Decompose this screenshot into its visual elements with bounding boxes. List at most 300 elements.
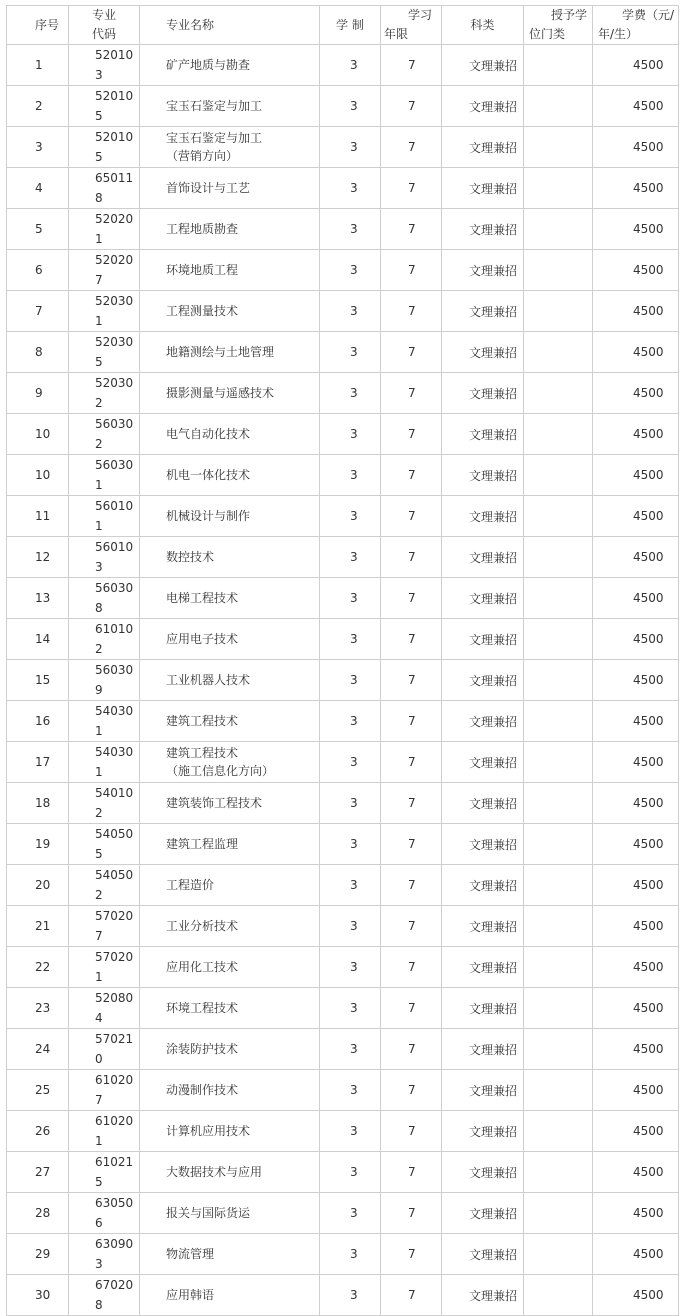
cell-code-line2: 5 xyxy=(95,847,103,861)
cell-name xyxy=(140,1234,320,1275)
cell-code-line2: 1 xyxy=(95,519,103,533)
cell-name xyxy=(140,1070,320,1111)
cell-no: 10 xyxy=(7,414,69,455)
cell-fee: 4500 xyxy=(593,86,679,127)
cell-code-line2: 7 xyxy=(95,929,103,943)
cell-code-line1: 56010 xyxy=(95,540,134,554)
cell-code-line1: 65011 xyxy=(95,171,134,185)
header-fee-line1: 学费（元/ xyxy=(622,8,675,22)
header-years: 学 制 xyxy=(320,6,381,45)
cell-category: 文理兼招 xyxy=(442,1070,524,1111)
cell-code xyxy=(69,701,140,742)
cell-category: 文理兼招 xyxy=(442,1029,524,1070)
cell-study-years: 7 xyxy=(381,537,442,578)
cell-code-line1: 52010 xyxy=(95,89,134,103)
cell-code-line2: 9 xyxy=(95,683,103,697)
cell-code xyxy=(69,1111,140,1152)
cell-name xyxy=(140,291,320,332)
cell-name-line1: 机械设计与制作 xyxy=(166,509,251,523)
cell-name-line1: 应用化工技术 xyxy=(166,960,239,974)
cell-study-years: 7 xyxy=(381,1234,442,1275)
cell-category: 文理兼招 xyxy=(442,619,524,660)
table-row xyxy=(7,1029,679,1070)
cell-code-line1: 54010 xyxy=(95,786,134,800)
cell-category: 文理兼招 xyxy=(442,578,524,619)
cell-code xyxy=(69,291,140,332)
header-study-line2: 年限 xyxy=(384,27,409,41)
cell-fee: 4500 xyxy=(593,865,679,906)
table-row xyxy=(7,947,679,988)
cell-years: 3 xyxy=(320,496,381,537)
cell-code xyxy=(69,455,140,496)
cell-name xyxy=(140,455,320,496)
cell-study-years: 7 xyxy=(381,865,442,906)
cell-no: 19 xyxy=(7,824,69,865)
cell-study-years: 7 xyxy=(381,1193,442,1234)
cell-name-line1: 电气自动化技术 xyxy=(166,427,251,441)
table-row xyxy=(7,250,679,291)
cell-code-line2: 0 xyxy=(95,1052,103,1066)
cell-degree xyxy=(524,660,593,701)
table-row xyxy=(7,332,679,373)
cell-code-line1: 52010 xyxy=(95,48,134,62)
cell-fee: 4500 xyxy=(593,45,679,86)
cell-years: 3 xyxy=(320,1070,381,1111)
cell-fee: 4500 xyxy=(593,332,679,373)
cell-no: 8 xyxy=(7,332,69,373)
cell-category: 文理兼招 xyxy=(442,455,524,496)
cell-name xyxy=(140,45,320,86)
cell-code-line2: 1 xyxy=(95,970,103,984)
cell-code xyxy=(69,619,140,660)
cell-study-years: 7 xyxy=(381,414,442,455)
cell-code-line2: 2 xyxy=(95,396,103,410)
cell-category: 文理兼招 xyxy=(442,1275,524,1316)
header-degree xyxy=(524,6,593,45)
cell-fee: 4500 xyxy=(593,660,679,701)
table-row xyxy=(7,414,679,455)
cell-study-years: 7 xyxy=(381,578,442,619)
header-study xyxy=(381,6,442,45)
cell-code xyxy=(69,127,140,168)
cell-degree xyxy=(524,1193,593,1234)
cell-study-years: 7 xyxy=(381,824,442,865)
cell-code-line1: 61010 xyxy=(95,622,134,636)
table-row xyxy=(7,1070,679,1111)
cell-code-line2: 1 xyxy=(95,478,103,492)
cell-category: 文理兼招 xyxy=(442,824,524,865)
table-row xyxy=(7,906,679,947)
cell-years: 3 xyxy=(320,373,381,414)
cell-no: 29 xyxy=(7,1234,69,1275)
cell-name xyxy=(140,906,320,947)
cell-no: 16 xyxy=(7,701,69,742)
cell-code-line1: 54050 xyxy=(95,827,134,841)
cell-name-line1: 建筑工程监理 xyxy=(166,837,239,851)
cell-fee: 4500 xyxy=(593,127,679,168)
table-row xyxy=(7,1152,679,1193)
cell-name xyxy=(140,332,320,373)
cell-name-line1: 摄影测量与遥感技术 xyxy=(166,386,275,400)
cell-code xyxy=(69,947,140,988)
table-row xyxy=(7,496,679,537)
cell-years: 3 xyxy=(320,824,381,865)
header-study-line1: 学习 xyxy=(408,8,433,22)
cell-years: 3 xyxy=(320,619,381,660)
cell-code xyxy=(69,578,140,619)
cell-code xyxy=(69,373,140,414)
table-row xyxy=(7,86,679,127)
cell-no: 12 xyxy=(7,537,69,578)
cell-fee: 4500 xyxy=(593,783,679,824)
cell-code-line1: 56030 xyxy=(95,581,134,595)
cell-name xyxy=(140,742,320,783)
cell-category: 文理兼招 xyxy=(442,291,524,332)
header-no: 序号 xyxy=(7,6,69,45)
cell-study-years: 7 xyxy=(381,1275,442,1316)
cell-study-years: 7 xyxy=(381,86,442,127)
cell-fee: 4500 xyxy=(593,209,679,250)
cell-no: 18 xyxy=(7,783,69,824)
table-row xyxy=(7,619,679,660)
cell-study-years: 7 xyxy=(381,1111,442,1152)
cell-no: 21 xyxy=(7,906,69,947)
cell-degree xyxy=(524,783,593,824)
cell-category: 文理兼招 xyxy=(442,988,524,1029)
cell-code-line2: 6 xyxy=(95,1216,103,1230)
cell-degree xyxy=(524,127,593,168)
cell-years: 3 xyxy=(320,783,381,824)
cell-category: 文理兼招 xyxy=(442,209,524,250)
cell-study-years: 7 xyxy=(381,209,442,250)
cell-code-line1: 61021 xyxy=(95,1155,134,1169)
cell-category: 文理兼招 xyxy=(442,701,524,742)
cell-years: 3 xyxy=(320,701,381,742)
cell-fee: 4500 xyxy=(593,742,679,783)
cell-code xyxy=(69,1070,140,1111)
cell-name xyxy=(140,988,320,1029)
header-code-line1: 专业 xyxy=(91,8,116,22)
cell-no: 11 xyxy=(7,496,69,537)
cell-study-years: 7 xyxy=(381,701,442,742)
cell-degree xyxy=(524,168,593,209)
cell-code-line2: 3 xyxy=(95,1257,103,1271)
cell-code-line1: 52020 xyxy=(95,253,134,267)
cell-years: 3 xyxy=(320,1111,381,1152)
cell-category: 文理兼招 xyxy=(442,1193,524,1234)
cell-no: 2 xyxy=(7,86,69,127)
cell-name-line1: 报关与国际货运 xyxy=(166,1206,251,1220)
cell-years: 3 xyxy=(320,1029,381,1070)
cell-degree xyxy=(524,947,593,988)
cell-degree xyxy=(524,537,593,578)
cell-no: 27 xyxy=(7,1152,69,1193)
cell-no: 13 xyxy=(7,578,69,619)
cell-study-years: 7 xyxy=(381,619,442,660)
cell-fee: 4500 xyxy=(593,1275,679,1316)
table-row xyxy=(7,537,679,578)
cell-code xyxy=(69,250,140,291)
cell-name xyxy=(140,824,320,865)
cell-code-line1: 63090 xyxy=(95,1237,134,1251)
cell-code-line2: 1 xyxy=(95,232,103,246)
cell-code-line2: 5 xyxy=(95,355,103,369)
cell-degree xyxy=(524,865,593,906)
cell-degree xyxy=(524,619,593,660)
header-code-line2: 代码 xyxy=(91,27,116,41)
cell-name-line1: 物流管理 xyxy=(166,1247,215,1261)
header-degree-line1: 授予学 xyxy=(551,8,588,22)
cell-no: 1 xyxy=(7,45,69,86)
cell-degree xyxy=(524,86,593,127)
cell-study-years: 7 xyxy=(381,1029,442,1070)
cell-name xyxy=(140,947,320,988)
cell-name-line1: 涂装防护技术 xyxy=(166,1042,239,1056)
cell-fee: 4500 xyxy=(593,619,679,660)
cell-name xyxy=(140,168,320,209)
header-category: 科类 xyxy=(442,6,524,45)
cell-no: 23 xyxy=(7,988,69,1029)
cell-no: 4 xyxy=(7,168,69,209)
cell-years: 3 xyxy=(320,332,381,373)
cell-name-line1: 宝玉石鉴定与加工 xyxy=(166,131,263,145)
cell-name xyxy=(140,578,320,619)
cell-no: 26 xyxy=(7,1111,69,1152)
cell-code xyxy=(69,209,140,250)
cell-name-line1: 建筑工程技术 xyxy=(166,746,239,760)
cell-degree xyxy=(524,1070,593,1111)
cell-study-years: 7 xyxy=(381,783,442,824)
cell-name-line1: 工程测量技术 xyxy=(166,304,239,318)
cell-degree xyxy=(524,1029,593,1070)
cell-fee: 4500 xyxy=(593,496,679,537)
cell-degree xyxy=(524,701,593,742)
cell-name xyxy=(140,701,320,742)
cell-no: 9 xyxy=(7,373,69,414)
header-row xyxy=(7,6,679,45)
cell-fee: 4500 xyxy=(593,988,679,1029)
cell-code xyxy=(69,1275,140,1316)
cell-study-years: 7 xyxy=(381,250,442,291)
cell-name xyxy=(140,373,320,414)
cell-code-line2: 1 xyxy=(95,724,103,738)
cell-name-line1: 建筑工程技术 xyxy=(166,714,239,728)
cell-name xyxy=(140,1193,320,1234)
cell-degree xyxy=(524,1152,593,1193)
cell-category: 文理兼招 xyxy=(442,660,524,701)
cell-no: 30 xyxy=(7,1275,69,1316)
table-row xyxy=(7,865,679,906)
cell-years: 3 xyxy=(320,578,381,619)
cell-study-years: 7 xyxy=(381,947,442,988)
cell-code xyxy=(69,496,140,537)
cell-fee: 4500 xyxy=(593,250,679,291)
cell-code-line1: 57020 xyxy=(95,909,134,923)
cell-category: 文理兼招 xyxy=(442,865,524,906)
table-row xyxy=(7,578,679,619)
table-row xyxy=(7,1111,679,1152)
cell-degree xyxy=(524,1275,593,1316)
cell-category: 文理兼招 xyxy=(442,168,524,209)
cell-years: 3 xyxy=(320,414,381,455)
cell-category: 文理兼招 xyxy=(442,1152,524,1193)
cell-name-line1: 地籍测绘与土地管理 xyxy=(166,345,275,359)
cell-study-years: 7 xyxy=(381,496,442,537)
cell-name-line1: 工业机器人技术 xyxy=(166,673,251,687)
cell-name xyxy=(140,783,320,824)
cell-code-line1: 52010 xyxy=(95,130,134,144)
table-row xyxy=(7,1275,679,1316)
cell-code xyxy=(69,1029,140,1070)
cell-name-line2: （营销方向） xyxy=(166,149,239,163)
cell-category: 文理兼招 xyxy=(442,45,524,86)
cell-years: 3 xyxy=(320,988,381,1029)
cell-category: 文理兼招 xyxy=(442,1111,524,1152)
cell-name-line1: 电梯工程技术 xyxy=(166,591,239,605)
cell-code-line2: 2 xyxy=(95,806,103,820)
cell-code-line2: 5 xyxy=(95,1175,103,1189)
cell-fee: 4500 xyxy=(593,947,679,988)
cell-degree xyxy=(524,45,593,86)
cell-fee: 4500 xyxy=(593,1193,679,1234)
cell-fee: 4500 xyxy=(593,414,679,455)
cell-code-line1: 56030 xyxy=(95,458,134,472)
cell-years: 3 xyxy=(320,168,381,209)
table-row xyxy=(7,660,679,701)
cell-study-years: 7 xyxy=(381,45,442,86)
cell-years: 3 xyxy=(320,291,381,332)
header-degree-line2: 位门类 xyxy=(529,27,566,41)
cell-code xyxy=(69,660,140,701)
cell-name-line1: 数控技术 xyxy=(166,550,215,564)
cell-years: 3 xyxy=(320,1193,381,1234)
cell-degree xyxy=(524,988,593,1029)
cell-degree xyxy=(524,742,593,783)
cell-years: 3 xyxy=(320,45,381,86)
cell-code-line1: 57021 xyxy=(95,1032,134,1046)
cell-code-line2: 3 xyxy=(95,560,103,574)
cell-degree xyxy=(524,1234,593,1275)
cell-name xyxy=(140,1152,320,1193)
cell-category: 文理兼招 xyxy=(442,783,524,824)
cell-study-years: 7 xyxy=(381,1070,442,1111)
cell-degree xyxy=(524,373,593,414)
cell-code-line2: 5 xyxy=(95,150,103,164)
cell-name-line1: 首饰设计与工艺 xyxy=(166,181,251,195)
cell-code-line1: 63050 xyxy=(95,1196,134,1210)
table-row xyxy=(7,742,679,783)
cell-fee: 4500 xyxy=(593,1070,679,1111)
cell-code-line1: 52080 xyxy=(95,991,134,1005)
cell-name xyxy=(140,127,320,168)
cell-category: 文理兼招 xyxy=(442,947,524,988)
table-row xyxy=(7,209,679,250)
cell-code-line2: 7 xyxy=(95,1093,103,1107)
cell-degree xyxy=(524,496,593,537)
table-row xyxy=(7,1234,679,1275)
cell-code xyxy=(69,824,140,865)
cell-category: 文理兼招 xyxy=(442,537,524,578)
cell-degree xyxy=(524,1111,593,1152)
cell-code-line1: 52030 xyxy=(95,294,134,308)
cell-name xyxy=(140,619,320,660)
cell-years: 3 xyxy=(320,537,381,578)
cell-code-line1: 54030 xyxy=(95,745,134,759)
cell-degree xyxy=(524,906,593,947)
cell-name xyxy=(140,209,320,250)
cell-name xyxy=(140,660,320,701)
cell-code xyxy=(69,906,140,947)
table-row xyxy=(7,1193,679,1234)
cell-category: 文理兼招 xyxy=(442,86,524,127)
cell-fee: 4500 xyxy=(593,906,679,947)
cell-name xyxy=(140,1111,320,1152)
cell-name-line1: 环境地质工程 xyxy=(166,263,239,277)
cell-code xyxy=(69,783,140,824)
cell-years: 3 xyxy=(320,1234,381,1275)
cell-code-line2: 7 xyxy=(95,273,103,287)
cell-years: 3 xyxy=(320,1152,381,1193)
cell-years: 3 xyxy=(320,250,381,291)
cell-code xyxy=(69,1193,140,1234)
cell-study-years: 7 xyxy=(381,291,442,332)
cell-name-line1: 机电一体化技术 xyxy=(166,468,251,482)
cell-fee: 4500 xyxy=(593,1152,679,1193)
cell-fee: 4500 xyxy=(593,1029,679,1070)
cell-category: 文理兼招 xyxy=(442,414,524,455)
cell-name xyxy=(140,1275,320,1316)
cell-study-years: 7 xyxy=(381,660,442,701)
cell-code-line2: 4 xyxy=(95,1011,103,1025)
cell-study-years: 7 xyxy=(381,906,442,947)
cell-code-line2: 1 xyxy=(95,314,103,328)
cell-years: 3 xyxy=(320,1275,381,1316)
table-row xyxy=(7,45,679,86)
cell-no: 17 xyxy=(7,742,69,783)
cell-code-line1: 56030 xyxy=(95,663,134,677)
cell-name-line1: 应用韩语 xyxy=(166,1288,215,1302)
table-body xyxy=(7,45,679,1316)
cell-degree xyxy=(524,824,593,865)
cell-degree xyxy=(524,209,593,250)
cell-degree xyxy=(524,414,593,455)
table-row xyxy=(7,373,679,414)
table-row xyxy=(7,127,679,168)
cell-name-line1: 环境工程技术 xyxy=(166,1001,239,1015)
cell-years: 3 xyxy=(320,742,381,783)
cell-name xyxy=(140,865,320,906)
cell-code-line2: 3 xyxy=(95,68,103,82)
cell-code xyxy=(69,742,140,783)
cell-fee: 4500 xyxy=(593,455,679,496)
cell-name xyxy=(140,496,320,537)
cell-code-line2: 2 xyxy=(95,437,103,451)
cell-name-line1: 大数据技术与应用 xyxy=(166,1165,263,1179)
cell-code-line2: 5 xyxy=(95,109,103,123)
cell-no: 10 xyxy=(7,455,69,496)
table-row xyxy=(7,291,679,332)
table-row xyxy=(7,701,679,742)
cell-code xyxy=(69,332,140,373)
cell-study-years: 7 xyxy=(381,127,442,168)
cell-degree xyxy=(524,578,593,619)
cell-no: 22 xyxy=(7,947,69,988)
cell-no: 6 xyxy=(7,250,69,291)
table-row xyxy=(7,168,679,209)
cell-code-line2: 8 xyxy=(95,601,103,615)
cell-code-line1: 61020 xyxy=(95,1114,134,1128)
cell-years: 3 xyxy=(320,865,381,906)
